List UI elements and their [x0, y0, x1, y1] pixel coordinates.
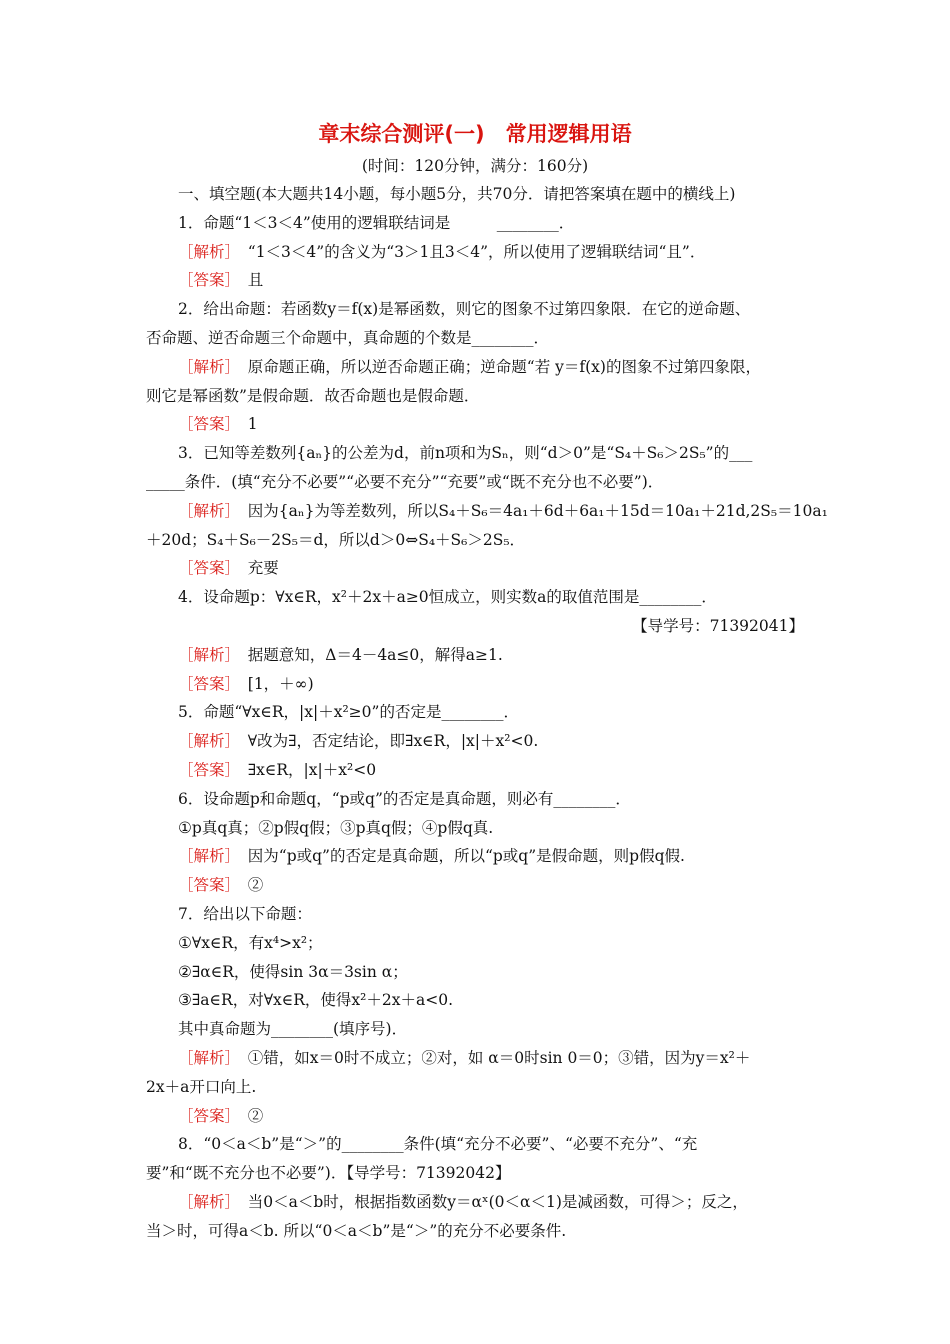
line-text: 据题意知，Δ＝4－4a≤0，解得a≥1. [232, 645, 503, 664]
text-line [146, 439, 808, 468]
line-text: 且 [232, 271, 264, 290]
line-text: 4．设命题p：∀x∈R，x²＋2x＋a≥0恒成立，则实数a的取值范围是________． [178, 588, 717, 607]
section-tag: ［答案］ [178, 674, 233, 693]
line-text: 因为{aₙ}为等差数列，所以S₄＋S₆＝4a₁＋6d＋6a₁＋15d＝10a₁＋21d,2S₅＝10a₁ [232, 501, 828, 520]
line-text: ② [232, 876, 264, 895]
line-text: ③∃a∈R，对∀x∈R，使得x²＋2x＋a<0. [178, 991, 454, 1010]
text-line [146, 180, 808, 209]
section-tag: ［答案］ [178, 271, 233, 290]
section-tag: ［答案］ [178, 1106, 233, 1125]
text-line [146, 1188, 808, 1217]
line-text: 否命题、逆否命题三个命题中，真命题的个数是________． [146, 328, 550, 347]
text-line [146, 641, 808, 670]
line-text: 原命题正确，所以逆否命题正确；逆命题“若 y＝f(x)的图象不过第四象限， [232, 357, 761, 376]
text-line [146, 1102, 808, 1131]
line-text: ∀改为∃，否定结论，即∃x∈R，|x|＋x²<0. [232, 732, 539, 751]
text-line [146, 1073, 808, 1102]
text-line [146, 526, 808, 555]
line-text: 2x＋a开口向上. [146, 1077, 257, 1096]
line-text: 7．给出以下命题： [178, 904, 312, 923]
line-text: 2．给出命题：若函数y＝f(x)是幂函数，则它的图象不过第四象限．在它的逆命题、 [178, 300, 751, 319]
text-line [146, 814, 808, 843]
text-line [146, 209, 808, 238]
line-text: 1．命题“1＜3＜4”使用的逻辑联结词是 ________． [178, 213, 575, 232]
text-line [146, 1015, 808, 1044]
line-text: 【导学号：71392041】 [632, 616, 804, 635]
line-text: 要”和“既不充分也不必要”)．【导学号：71392042】 [146, 1164, 511, 1183]
line-text: 当0＜a＜b时，根据指数函数y＝αˣ(0＜α＜1)是减函数，可得＞；反之， [232, 1192, 748, 1211]
line-text: _____条件．(填“充分不必要”“必要不充分”“充要”或“既不充分也不必要”)． [146, 472, 664, 491]
line-text: ② [232, 1106, 264, 1125]
section-tag: ［解析］ [178, 1048, 233, 1067]
text-line [146, 785, 808, 814]
text-line [146, 842, 808, 871]
text-line [146, 468, 808, 497]
section-tag: ［答案］ [178, 415, 233, 434]
line-text: 6．设命题p和命题q，“p或q”的否定是真命题，则必有________． [178, 789, 631, 808]
line-text: 8．“0＜a＜b”是“＞”的________条件(填“充分不必要”、“必要不充分”、“充 [178, 1135, 698, 1154]
section-tag: ［答案］ [178, 876, 233, 895]
text-line [146, 900, 808, 929]
section-tag: ［解析］ [178, 1192, 233, 1211]
line-text: 1 [232, 415, 258, 434]
line-text: 因为“p或q”的否定是真命题，所以“p或q”是假命题，则p假q假. [232, 847, 685, 866]
text-line [146, 295, 808, 324]
text-line [146, 756, 808, 785]
line-text: ②∃α∈R，使得sin 3α＝3sin α； [178, 962, 408, 981]
text-line [146, 727, 808, 756]
text-line [146, 986, 808, 1015]
line-text: ①∀x∈R，有x⁴>x²； [178, 933, 323, 952]
text-line [146, 266, 808, 295]
text-line [146, 1130, 808, 1159]
section-tag: ［解析］ [178, 732, 233, 751]
text-line [146, 1159, 808, 1188]
line-text: 5．命题“∀x∈R，|x|＋x²≥0”的否定是________． [178, 703, 519, 722]
text-line [146, 1217, 808, 1246]
line-text: ①p真q真；②p假q假；③p真q假；④p假q真. [178, 818, 494, 837]
text-line [146, 1044, 808, 1073]
text-line [146, 324, 808, 353]
section-tag: ［解析］ [178, 645, 233, 664]
text-line [146, 382, 808, 411]
text-line [146, 612, 808, 641]
line-text: [1，＋∞) [232, 674, 314, 693]
line-text: ①错，如x＝0时不成立；②对，如 α＝0时sin 0＝0；③错，因为y＝x²＋ [232, 1048, 751, 1067]
text-line [146, 238, 808, 267]
section-tag: ［解析］ [178, 357, 233, 376]
line-text: 充要 [232, 559, 279, 578]
line-text: 则它是幂函数”是假命题．故否命题也是假命题． [146, 386, 480, 405]
section-tag: ［答案］ [178, 559, 233, 578]
line-text: 3．已知等差数列{aₙ}的公差为d，前n项和为Sₙ，则“d＞0”是“S₄＋S₆＞2S₅”的___ [178, 444, 753, 463]
section-tag: ［答案］ [178, 760, 233, 779]
text-line [146, 583, 808, 612]
text-line [146, 497, 828, 526]
section-tag: ［解析］ [178, 847, 233, 866]
line-text: ＋20d；S₄＋S₆－2S₅＝d，所以d＞0⇔S₄＋S₆＞2S₅． [146, 530, 526, 549]
text-line [146, 929, 808, 958]
text-line [146, 554, 808, 583]
text-line [146, 871, 808, 900]
section-tag: ［解析］ [178, 501, 233, 520]
text-line [146, 353, 808, 382]
line-text: ∃x∈R，|x|＋x²<0 [232, 760, 377, 779]
text-line [146, 410, 808, 439]
section-tag: ［解析］ [178, 242, 233, 261]
document-body [146, 180, 828, 1245]
line-text: “1＜3＜4”的含义为“3＞1且3＜4”，所以使用了逻辑联结词“且”． [232, 242, 706, 261]
page-subtitle: (时间：120分钟，满分：160分) [361, 157, 589, 175]
line-text: 其中真命题为________(填序号)． [178, 1020, 408, 1039]
page-title: 章末综合测评(一) 常用逻辑用语 [318, 122, 632, 146]
text-line [146, 958, 808, 987]
text-line [146, 698, 808, 727]
line-text: 一、填空题(本大题共14小题，每小题5分，共70分．请把答案填在题中的横线上) [178, 185, 736, 203]
text-line [146, 670, 808, 699]
line-text: 当＞时，可得a＜b. 所以“0＜a＜b”是“＞”的充分不必要条件. [146, 1221, 567, 1240]
